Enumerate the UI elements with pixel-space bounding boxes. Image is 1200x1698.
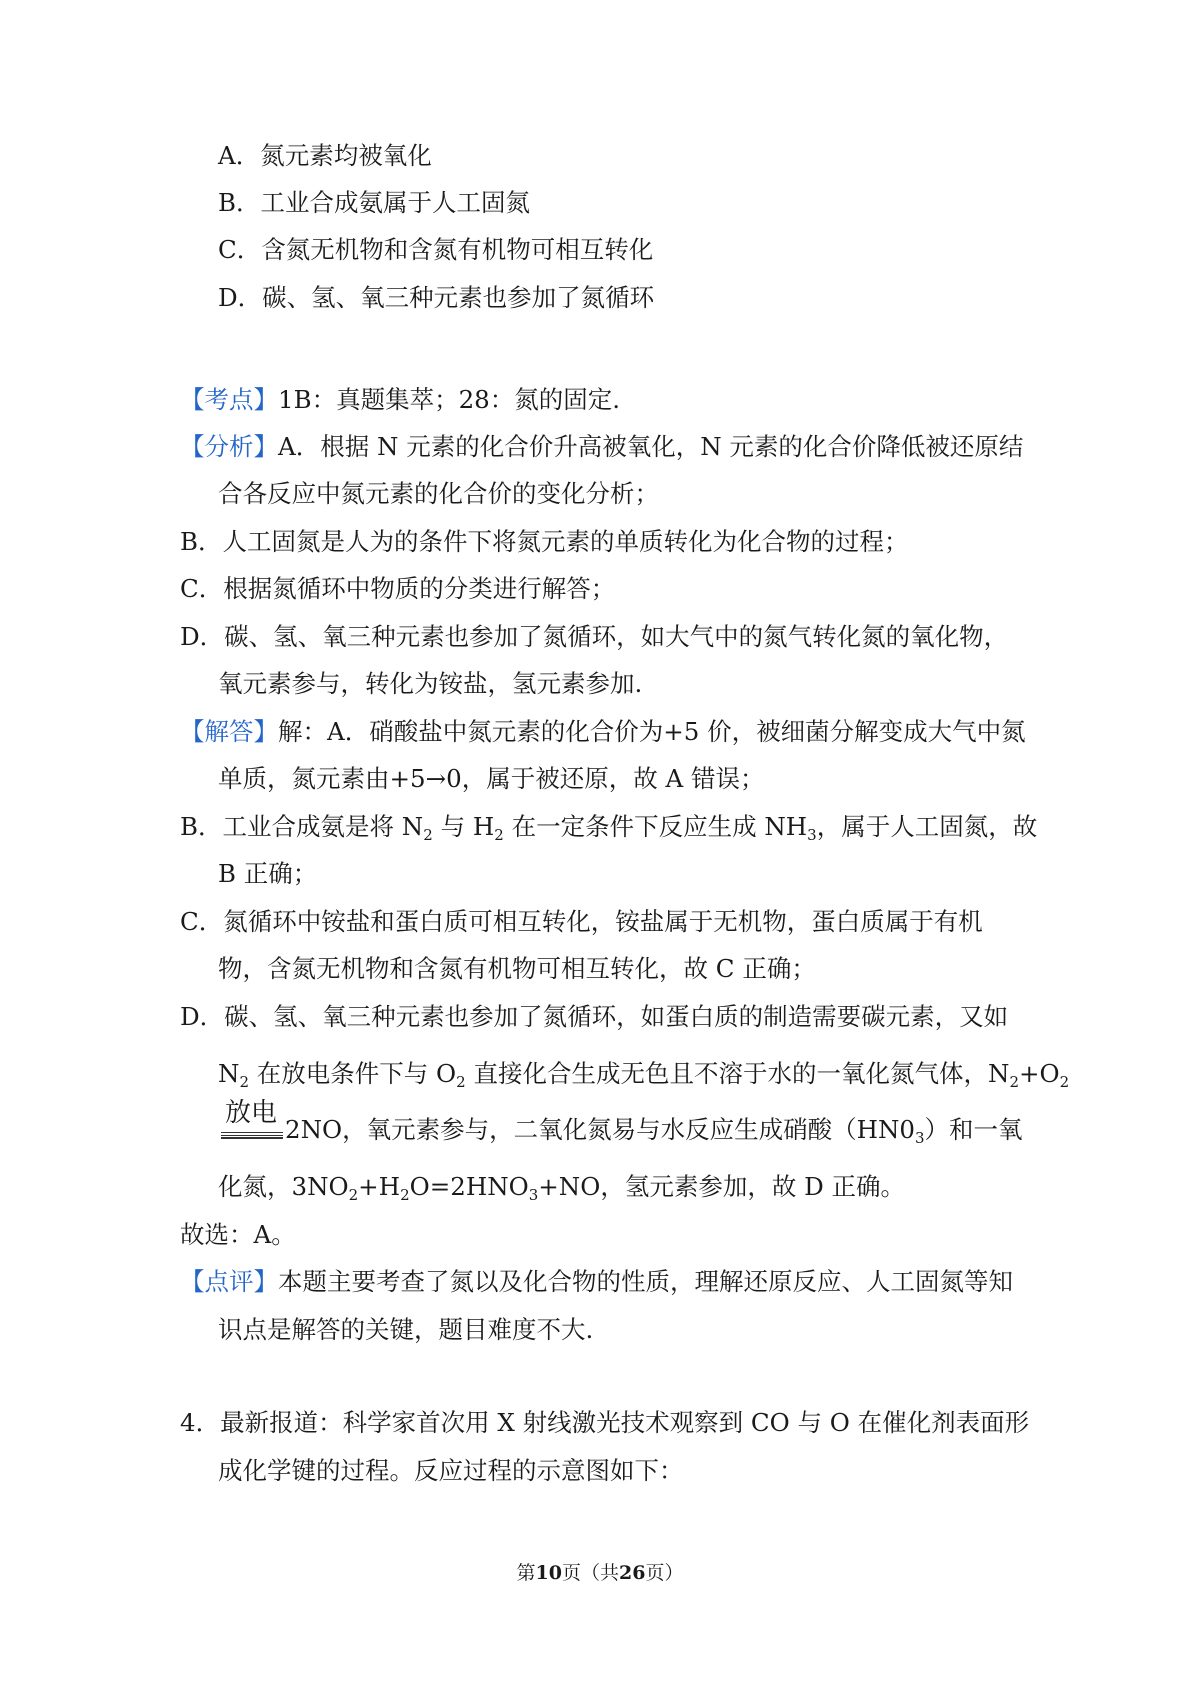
jieda-d3 (285, 1114, 1023, 1154)
jieda-d2-mid2: 直接化合生成无色且不溶于水的一氧化氮气体，N (465, 1059, 1010, 1088)
jieda-final: 故选：A。 (180, 1220, 296, 1249)
jieda-d1: D．碳、氢、氧三种元素也参加了氮循环，如蛋白质的制造需要碳元素，又如 (180, 1002, 1009, 1031)
jieda-b1-mid2: 在一定条件下反应生成 NH (503, 812, 808, 841)
dianping-tag: 【点评】 (180, 1267, 278, 1296)
jieda-b1-sub1: 2 (423, 826, 433, 844)
jieda-d3-pre: 2NO，氧元素参与，二氧化氮易与水反应生成硝酸（HN0 (285, 1115, 915, 1144)
jieda-d2-sub1: 2 (239, 1073, 249, 1091)
jieda-b1-pre: B．工业合成氨是将 N (180, 812, 424, 841)
kaodian-tag: 【考点】 (180, 385, 278, 414)
reaction-condition-label: 放电 (225, 1098, 278, 1128)
option-d: D．碳、氢、氧三种元素也参加了氮循环 (218, 283, 655, 312)
jieda-b1-post: ，属于人工固氮，故 (816, 812, 1038, 841)
jieda-c2: 物，含氮无机物和含氮有机物可相互转化，故 C 正确； (218, 954, 816, 983)
footer-page-number: 10 (535, 1562, 562, 1584)
jieda-d4 (218, 1171, 905, 1211)
jieda-d4-s1: 2 (348, 1186, 359, 1204)
jieda-d3-sub: 3 (915, 1129, 925, 1147)
jieda-d4-a: 化氮，3NO (218, 1172, 349, 1201)
jieda-a1: 解：A．硝酸盐中氮元素的化合价为+5 价，被细菌分解变成大气中氮 (278, 717, 1026, 746)
option-c: C．含氮无机物和含氮有机物可相互转化 (218, 235, 654, 264)
fenxi-d1: D．碳、氢、氧三种元素也参加了氮循环，如大气中的氮气转化氮的氧化物， (180, 622, 1009, 651)
jieda-b2: B 正确； (218, 859, 318, 888)
dianping-line1: 本题主要考查了氮以及化合物的性质，理解还原反应、人工固氮等知 (278, 1267, 1013, 1296)
kaodian-text: 1B：真题集萃；28：氮的固定. (278, 385, 621, 414)
jieda-a2: 单质，氮元素由+5→0，属于被还原，故 A 错误； (218, 764, 765, 793)
jieda-b1-mid1: 与 H (432, 812, 495, 841)
dianping-section (180, 1266, 1013, 1298)
jieda-d3-post: ）和一氧 (924, 1115, 1023, 1144)
jieda-d2-plus: +O (1018, 1059, 1060, 1088)
footer-pre: 第 (516, 1562, 536, 1584)
jieda-d2 (218, 1058, 1069, 1098)
jieda-d4-s3: 3 (528, 1186, 539, 1204)
fenxi-line2: 合各反应中氮元素的化合价的变化分析； (218, 479, 659, 508)
fenxi-c: C．根据氮循环中物质的分类进行解答； (180, 574, 616, 603)
jieda-d4-s2: 2 (400, 1186, 410, 1204)
fenxi-line1: A．根据 N 元素的化合价升高被氧化，N 元素的化合价降低被还原结 (278, 432, 1024, 461)
fenxi-b: B．人工固氮是人为的条件下将氮元素的单质转化为化合物的过程； (180, 527, 909, 556)
option-a: A．氮元素均被氧化 (218, 141, 432, 170)
option-b: B．工业合成氨属于人工固氮 (218, 188, 531, 217)
jieda-d4-c: O=2HNO (409, 1172, 529, 1201)
jieda-d2-n: N (218, 1059, 240, 1088)
jieda-d4-d: +NO，氢元素参加，故 D 正确。 (538, 1172, 906, 1201)
footer-post: 页） (645, 1562, 684, 1584)
jieda-b1-sub3: 3 (807, 826, 817, 844)
fenxi-tag: 【分析】 (180, 432, 278, 461)
dianping-line2: 识点是解答的关键，题目难度不大. (218, 1315, 594, 1344)
page-footer (0, 1561, 1200, 1585)
jieda-section (180, 716, 1026, 748)
fenxi-section (180, 431, 1023, 463)
jieda-d2-mid: 在放电条件下与 O (248, 1059, 457, 1088)
jieda-d2-sub4: 2 (1059, 1073, 1070, 1091)
jieda-b1-sub2: 2 (494, 826, 504, 844)
jieda-d2-sub3: 2 (1009, 1073, 1019, 1091)
question4-line1: 4．最新报道：科学家首次用 X 射线激光技术观察到 CO 与 O 在催化剂表面形 (180, 1408, 1030, 1437)
jieda-d4-b: +H (358, 1172, 401, 1201)
footer-total-pages: 26 (619, 1562, 646, 1584)
jieda-tag: 【解答】 (180, 717, 278, 746)
footer-mid: 页（共 (561, 1562, 619, 1584)
jieda-d2-sub2: 2 (456, 1073, 466, 1091)
jieda-c1: C．氮循环中铵盐和蛋白质可相互转化，铵盐属于无机物，蛋白质属于有机 (180, 907, 983, 936)
fenxi-d2: 氧元素参与，转化为铵盐，氢元素参加. (218, 669, 643, 698)
reaction-condition (221, 1098, 283, 1146)
equals-sign (221, 1132, 283, 1140)
kaodian-section (180, 384, 620, 416)
jieda-b1 (180, 811, 1037, 851)
question4-line2: 成化学键的过程。反应过程的示意图如下： (218, 1456, 684, 1485)
